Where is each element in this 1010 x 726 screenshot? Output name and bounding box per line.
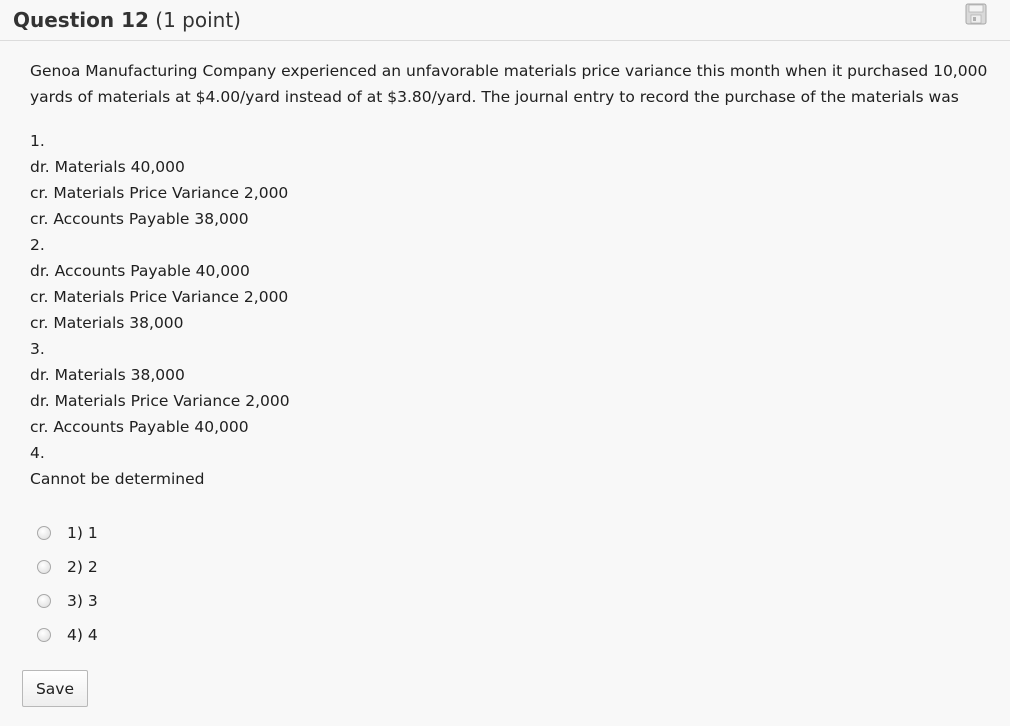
radio-button[interactable] [37, 594, 51, 608]
choice-number: 3. [30, 340, 45, 358]
radio-button[interactable] [37, 628, 51, 642]
save-button[interactable]: Save [22, 670, 88, 707]
choice-2 [30, 232, 990, 336]
journal-line: Cannot be determined [30, 470, 205, 488]
question-header [0, 0, 1010, 40]
journal-line: cr. Materials 38,000 [30, 314, 184, 332]
journal-line: cr. Materials Price Variance 2,000 [30, 288, 289, 306]
radio-button[interactable] [37, 560, 51, 574]
journal-line: dr. Accounts Payable 40,000 [30, 262, 250, 280]
choice-number: 1. [30, 132, 45, 150]
question-prompt [30, 58, 990, 110]
journal-line: cr. Accounts Payable 40,000 [30, 418, 249, 436]
prompt-line: Genoa Manufacturing Company experienced an unfavorable materials price variance this month when it purchased 10,000 [30, 62, 988, 80]
answer-option-4[interactable] [37, 618, 98, 652]
answer-option-3[interactable] [37, 584, 98, 618]
radio-button[interactable] [37, 526, 51, 540]
choice-3 [30, 336, 990, 440]
prompt-line: yards of materials at $4.00/yard instead of at $3.80/yard. The journal entry to record the purchase of the materials was [30, 88, 959, 106]
answer-option-2[interactable] [37, 550, 98, 584]
journal-line: dr. Materials 38,000 [30, 366, 185, 384]
choice-number: 2. [30, 236, 45, 254]
question-points: (1 point) [155, 8, 241, 32]
journal-line: dr. Materials Price Variance 2,000 [30, 392, 290, 410]
answer-options [37, 516, 98, 652]
answer-option-label: 3) 3 [67, 592, 98, 610]
answer-option-label: 4) 4 [67, 626, 98, 644]
floppy-disk-icon[interactable] [965, 3, 987, 25]
answer-option-label: 1) 1 [67, 524, 98, 542]
header-divider [0, 40, 1010, 41]
journal-line: dr. Materials 40,000 [30, 158, 185, 176]
answer-option-label: 2) 2 [67, 558, 98, 576]
journal-line: cr. Accounts Payable 38,000 [30, 210, 249, 228]
question-number: Question 12 [13, 8, 149, 32]
question-title [13, 8, 241, 32]
choice-4 [30, 440, 990, 492]
journal-line: cr. Materials Price Variance 2,000 [30, 184, 289, 202]
answer-option-1[interactable] [37, 516, 98, 550]
choice-number: 4. [30, 444, 45, 462]
question-body [30, 58, 990, 492]
choice-1 [30, 128, 990, 232]
